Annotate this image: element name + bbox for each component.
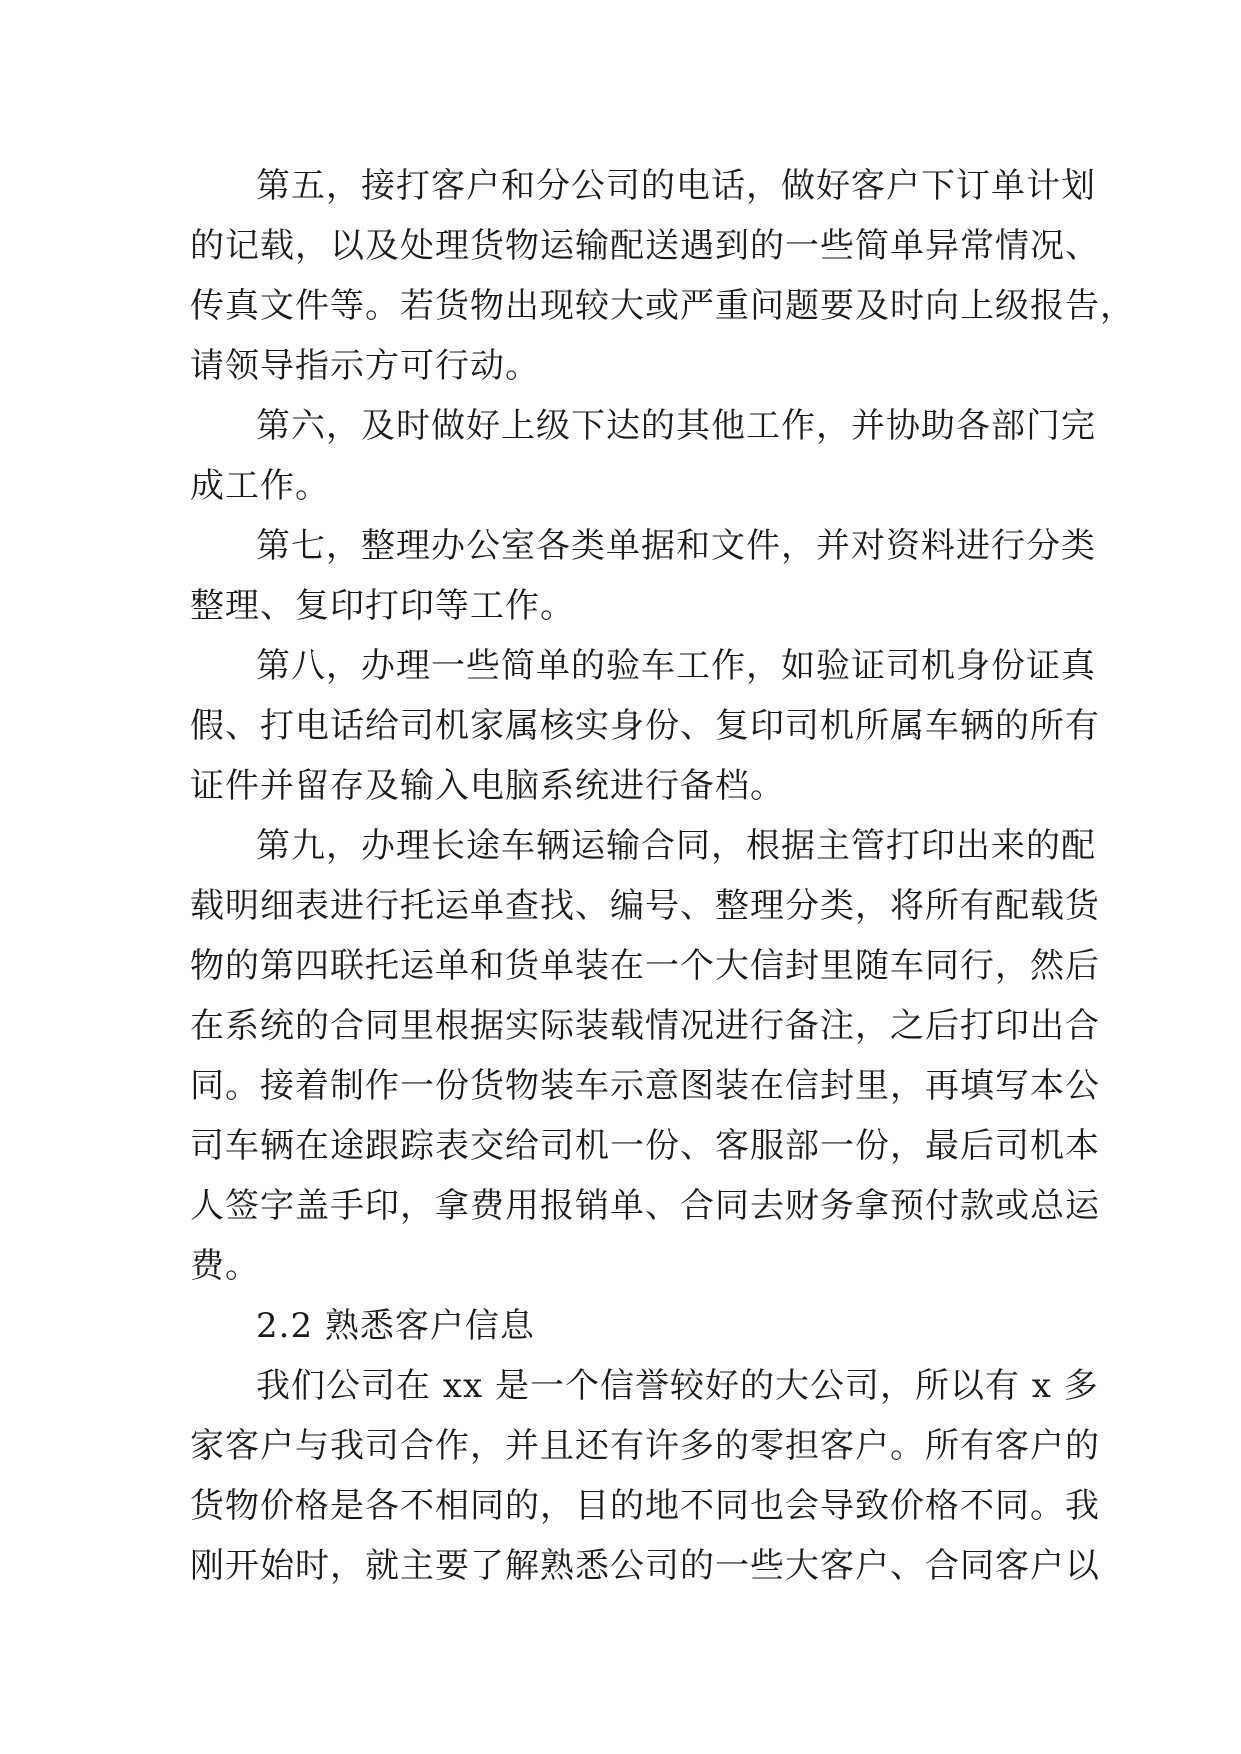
paragraph-line: 载明细表进行托运单查找、编号、整理分类，将所有配载货 bbox=[190, 886, 1100, 926]
paragraph-line: 第八，办理一些简单的验车工作，如验证司机身份证真 bbox=[256, 646, 1096, 686]
paragraph-line: 在系统的合同里根据实际装载情况进行备注，之后打印出合 bbox=[190, 1006, 1100, 1046]
paragraph-line: 第九，办理长途车辆运输合同，根据主管打印出来的配 bbox=[256, 826, 1096, 866]
paragraph-line: 物的第四联托运单和货单装在一个大信封里随车同行，然后 bbox=[190, 946, 1100, 986]
paragraph-line: 证件并留存及输入电脑系统进行备档。 bbox=[190, 766, 785, 806]
paragraph-line: 第六，及时做好上级下达的其他工作，并协助各部门完 bbox=[256, 406, 1096, 446]
paragraph-line: 我们公司在 xx 是一个信誉较好的大公司，所以有 x 多 bbox=[256, 1366, 1099, 1406]
paragraph-line: 刚开始时，就主要了解熟悉公司的一些大客户、合同客户以 bbox=[190, 1546, 1100, 1586]
paragraph-line: 请领导指示方可行动。 bbox=[190, 346, 540, 386]
paragraph-line: 司车辆在途跟踪表交给司机一份、客服部一份，最后司机本 bbox=[190, 1126, 1100, 1166]
paragraph-line: 家客户与我司合作，并且还有许多的零担客户。所有客户的 bbox=[190, 1426, 1100, 1466]
paragraph-line: 成工作。 bbox=[190, 466, 330, 506]
section-heading: 2.2 熟悉客户信息 bbox=[256, 1306, 535, 1346]
paragraph-line: 的记载，以及处理货物运输配送遇到的一些简单异常情况、 bbox=[190, 226, 1100, 266]
paragraph-line: 传真文件等。若货物出现较大或严重问题要及时向上级报告， bbox=[190, 286, 1135, 326]
paragraph-line: 费。 bbox=[190, 1246, 260, 1286]
paragraph-line: 同。接着制作一份货物装车示意图装在信封里，再填写本公 bbox=[190, 1066, 1100, 1106]
paragraph-line: 第七，整理办公室各类单据和文件，并对资料进行分类 bbox=[256, 526, 1096, 566]
paragraph-line: 整理、复印打印等工作。 bbox=[190, 586, 575, 626]
paragraph-line: 假、打电话给司机家属核实身份、复印司机所属车辆的所有 bbox=[190, 706, 1100, 746]
paragraph-line: 第五，接打客户和分公司的电话，做好客户下订单计划 bbox=[256, 166, 1096, 206]
paragraph-line: 人签字盖手印，拿费用报销单、合同去财务拿预付款或总运 bbox=[190, 1186, 1100, 1226]
paragraph-line: 货物价格是各不相同的，目的地不同也会导致价格不同。我 bbox=[190, 1486, 1100, 1526]
